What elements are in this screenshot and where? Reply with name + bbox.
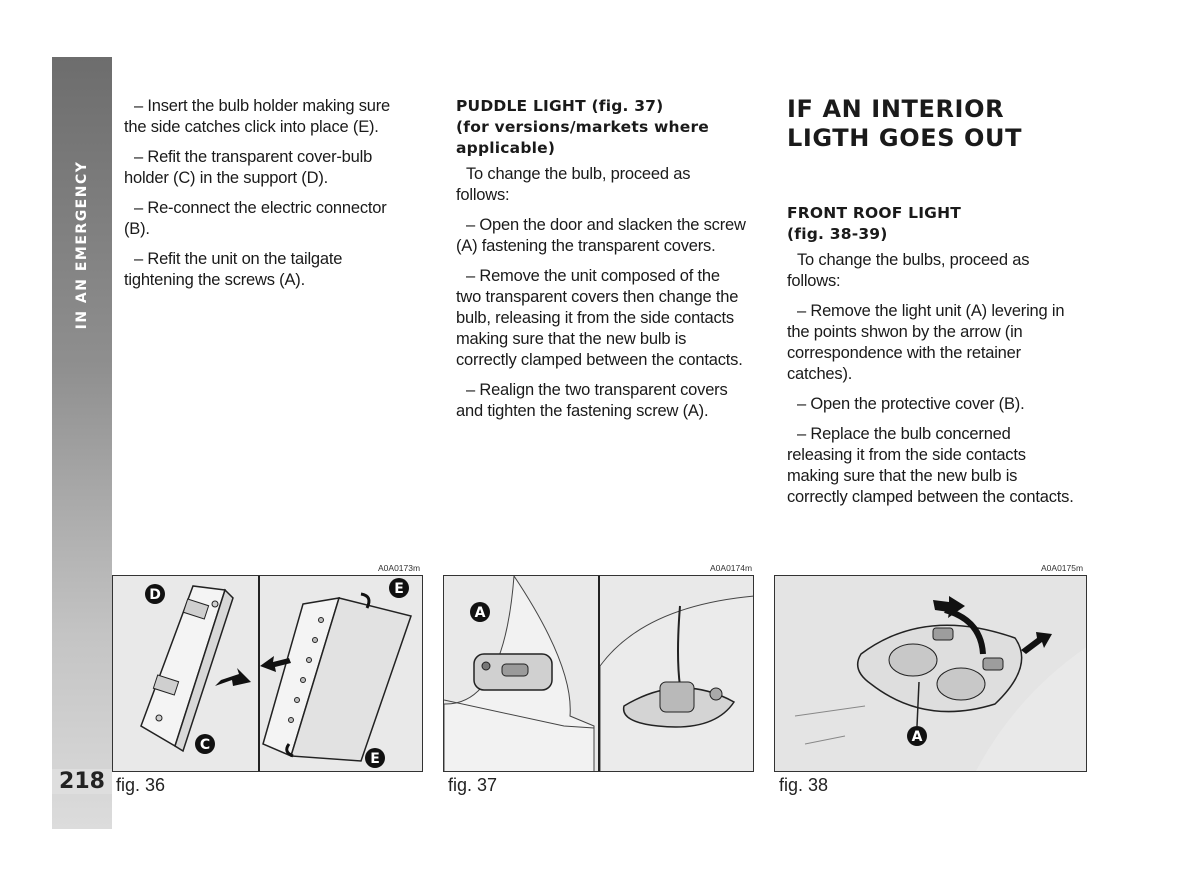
figure-caption: fig. 38 <box>779 775 829 795</box>
svg-text:A: A <box>911 729 923 745</box>
front-roof-light-heading <box>787 203 1079 245</box>
figure-38 <box>774 575 1087 772</box>
callout-c <box>195 734 215 754</box>
column-1 <box>124 96 414 300</box>
figure-code: A0A0174m <box>710 563 753 573</box>
paragraph: – Remove the light unit (A) levering in the points shwon by the arrow (in correspondence with the retainer catches). <box>787 302 1065 383</box>
svg-text:E: E <box>394 581 404 597</box>
figure-36 <box>112 575 423 772</box>
title-line: LIGTH GOES OUT <box>787 124 1023 152</box>
paragraph: – Re-connect the electric connector (B). <box>124 199 387 238</box>
page-number: 218 <box>52 769 112 794</box>
callout-e-top <box>389 578 409 598</box>
title-line: IF AN INTERIOR <box>787 95 1005 123</box>
svg-text:D: D <box>149 587 161 603</box>
paragraph: To change the bulb, proceed as follows: <box>456 165 691 204</box>
figure-divider <box>598 576 600 771</box>
tail-light-illustration <box>113 576 423 772</box>
heading-fig-ref: (fig. 37) <box>591 97 664 115</box>
paragraph: – Realign the two transparent covers and tighten the fastening screw (A). <box>456 381 728 420</box>
column-3 <box>787 95 1079 517</box>
paragraph: To change the bulbs, proceed as follows: <box>787 251 1030 290</box>
paragraph: – Open the door and slacken the screw (A) fastening the transparent covers. <box>456 216 746 255</box>
heading-text: PUDDLE LIGHT <box>456 97 586 115</box>
sidebar-tab <box>52 57 112 829</box>
svg-text:A: A <box>474 605 486 621</box>
figure-37 <box>443 575 754 772</box>
svg-text:E: E <box>370 751 380 767</box>
puddle-light-heading <box>456 96 746 159</box>
svg-text:C: C <box>199 737 211 753</box>
paragraph: – Refit the unit on the tailgate tightening the screws (A). <box>124 250 343 289</box>
figure-caption: fig. 37 <box>448 775 498 795</box>
callout-a <box>907 726 927 746</box>
paragraph: – Replace the bulb concerned releasing it from the side contacts making sure that the new bulb is correctly clamped between the contacts. <box>787 425 1074 506</box>
figure-code: A0A0175m <box>1041 563 1084 573</box>
figure-code: A0A0173m <box>378 563 421 573</box>
heading-text: FRONT ROOF LIGHT <box>787 204 962 222</box>
paragraph: – Remove the unit composed of the two transparent covers then change the bulb, releasing it from the side contacts making sure that the new bulb is correctly clamped between the contacts. <box>456 267 743 369</box>
section-label: IN AN EMERGENCY <box>74 160 90 330</box>
heading-text: applicable) <box>456 139 556 157</box>
roof-light-illustration <box>775 576 1087 772</box>
heading-fig-ref: (fig. 38-39) <box>787 225 888 243</box>
section-title <box>787 95 1079 153</box>
figure-caption: fig. 36 <box>116 775 166 795</box>
paragraph: – Refit the transparent cover-bulb holder (C) in the support (D). <box>124 148 373 187</box>
callout-d <box>145 584 165 604</box>
heading-text: (for versions/markets where <box>456 118 709 136</box>
paragraph: – Open the protective cover (B). <box>797 395 1025 413</box>
callout-a <box>470 602 490 622</box>
callout-e-bottom <box>365 748 385 768</box>
figure-divider <box>258 576 260 771</box>
column-2 <box>456 96 746 431</box>
paragraph: – Insert the bulb holder making sure the side catches click into place (E). <box>124 97 391 136</box>
